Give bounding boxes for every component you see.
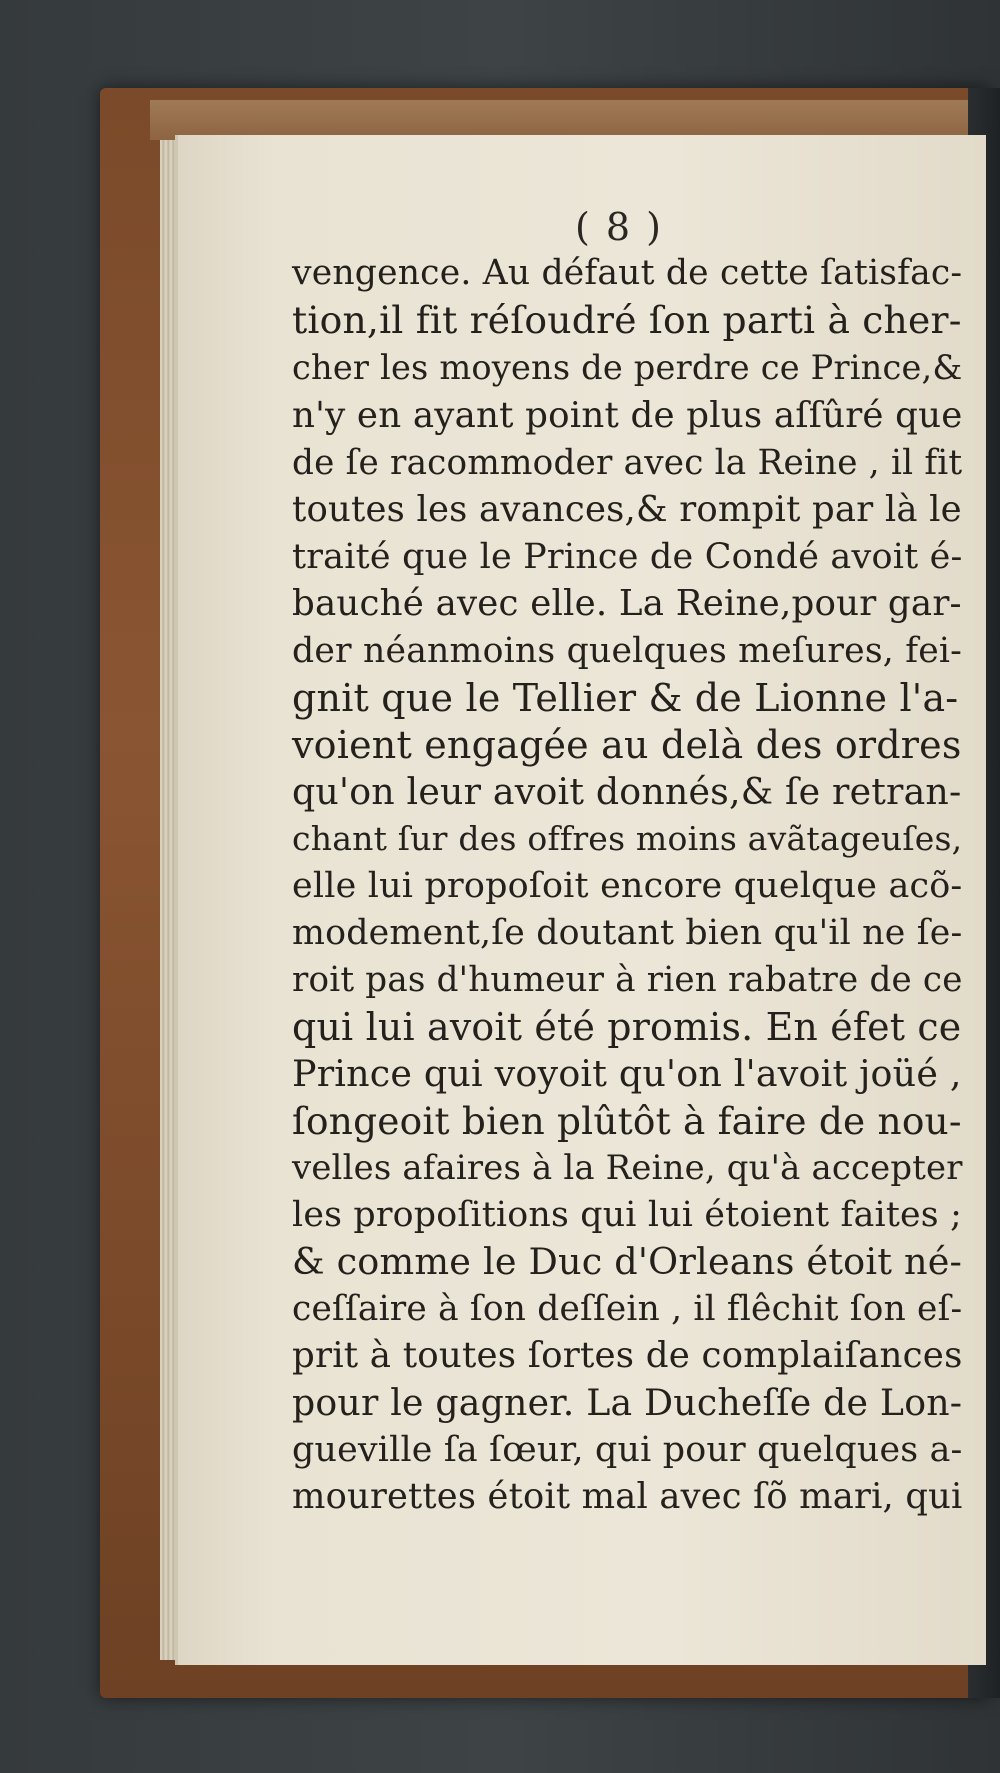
text-line: elle lui propoſoit encore quelque acõ- xyxy=(292,866,963,906)
text-line: vengence. Au défaut de cette ſatisfac- xyxy=(292,253,963,293)
text-line: chant ſur des offres moins avãtageuſes, xyxy=(292,819,963,858)
text-line: & comme le Duc d'Orleans étoit né- xyxy=(292,1240,963,1283)
text-line: gnit que le Tellier & de Lionne l'a- xyxy=(292,676,959,720)
text-line: cher les moyens de perdre ce Prince,& xyxy=(292,348,963,387)
text-line: ceſſaire à ſon deſſein , il flêchit ſon eſ- xyxy=(292,1289,963,1329)
page-number: ( 8 ) xyxy=(575,205,663,249)
text-line: gueville ſa ſœur, qui pour quelques a- xyxy=(292,1430,963,1470)
text-line: n'y en ayant point de plus aſſûré que xyxy=(292,395,963,436)
text-line: roit pas d'humeur à rien rabatre de ce xyxy=(292,960,963,1000)
text-line: modement,ſe doutant bien qu'il ne ſe- xyxy=(292,913,963,953)
text-line: traité que le Prince de Condé avoit é- xyxy=(292,537,963,577)
text-line: qu'on leur avoit donnés,& ſe retran- xyxy=(292,770,962,813)
text-line: Prince qui voyoit qu'on l'avoit joüé , xyxy=(292,1052,962,1095)
text-line: toutes les avances,& rompit par là le xyxy=(292,489,962,530)
text-line: qui lui avoit été promis. En éfet ce xyxy=(292,1005,962,1049)
text-line: der néanmoins quelques meſures, fei- xyxy=(292,631,963,671)
cover-edge xyxy=(150,100,990,140)
text-line: prit à toutes ſortes de complaiſances xyxy=(292,1335,963,1376)
text-line: ſongeoit bien plûtôt à faire de nou- xyxy=(292,1099,962,1143)
text-line: bauché avec elle. La Reine,pour gar- xyxy=(292,583,962,624)
text-line: voient engagée au delà des ordres xyxy=(292,723,962,767)
text-line: pour le gagner. La Ducheſſe de Lon- xyxy=(292,1381,963,1424)
text-line: velles afaires à la Reine, qu'à accepter xyxy=(292,1148,963,1187)
text-line: de ſe racommoder avec la Reine , il fit xyxy=(292,443,963,483)
text-line: tion,il fit réſoudré ſon parti à cher- xyxy=(292,298,962,342)
text-line: les propoſitions qui lui étoient faites ; xyxy=(292,1195,963,1235)
text-line: mourettes étoit mal avec ſõ mari, qui xyxy=(292,1476,963,1517)
